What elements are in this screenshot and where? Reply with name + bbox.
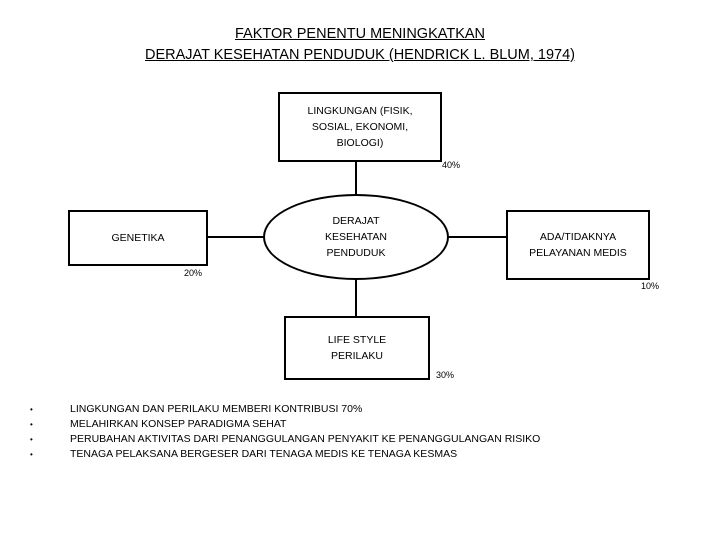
note-item: • PERUBAHAN AKTIVITAS DARI PENANGGULANGAN PENYAKIT KE PENANGGULANGAN RISIKO [28,432,540,447]
lingkungan-line-2: SOSIAL, EKONOMI, [311,121,409,133]
center-line-1: DERAJAT [332,215,380,227]
lifestyle-line-2: PERILAKU [331,350,383,362]
lingkungan-line-3: BIOLOGI) [336,137,384,149]
lingkungan-percent: 40% [442,160,461,170]
lingkungan-line-1: LINGKUNGAN (FISIK, [307,105,413,117]
center-line-2: KESEHATAN [324,231,388,243]
note-item: • LINGKUNGAN DAN PERILAKU MEMBERI KONTRIBUSI 70% [28,402,540,417]
note-item: • TENAGA PELAKSANA BERGESER DARI TENAGA MEDIS KE TENAGA KESMAS [28,447,540,462]
lifestyle-line-1: LIFE STYLE [327,334,387,346]
lifestyle-box [284,316,430,380]
center-line-3: PENDUDUK [326,247,386,259]
pelayanan-line-2: PELAYANAN MEDIS [529,247,627,259]
pelayanan-medis-box [506,210,650,280]
genetika-percent: 20% [184,268,203,278]
notes-list [28,402,540,462]
lingkungan-box [278,92,442,162]
pelayanan-percent: 10% [641,281,660,291]
derajat-kesehatan-ellipse [263,194,449,280]
genetika-box [68,210,208,266]
title-line-1: FAKTOR PENENTU MENINGKATKAN [234,26,486,42]
genetika-label: GENETIKA [111,232,165,244]
lifestyle-percent: 30% [436,370,455,380]
note-item: • MELAHIRKAN KONSEP PARADIGMA SEHAT [28,417,540,432]
pelayanan-line-1: ADA/TIDAKNYA [539,231,617,243]
title-line-2: DERAJAT KESEHATAN PENDUDUK (HENDRICK L. BLUM, 1974) [145,47,575,63]
